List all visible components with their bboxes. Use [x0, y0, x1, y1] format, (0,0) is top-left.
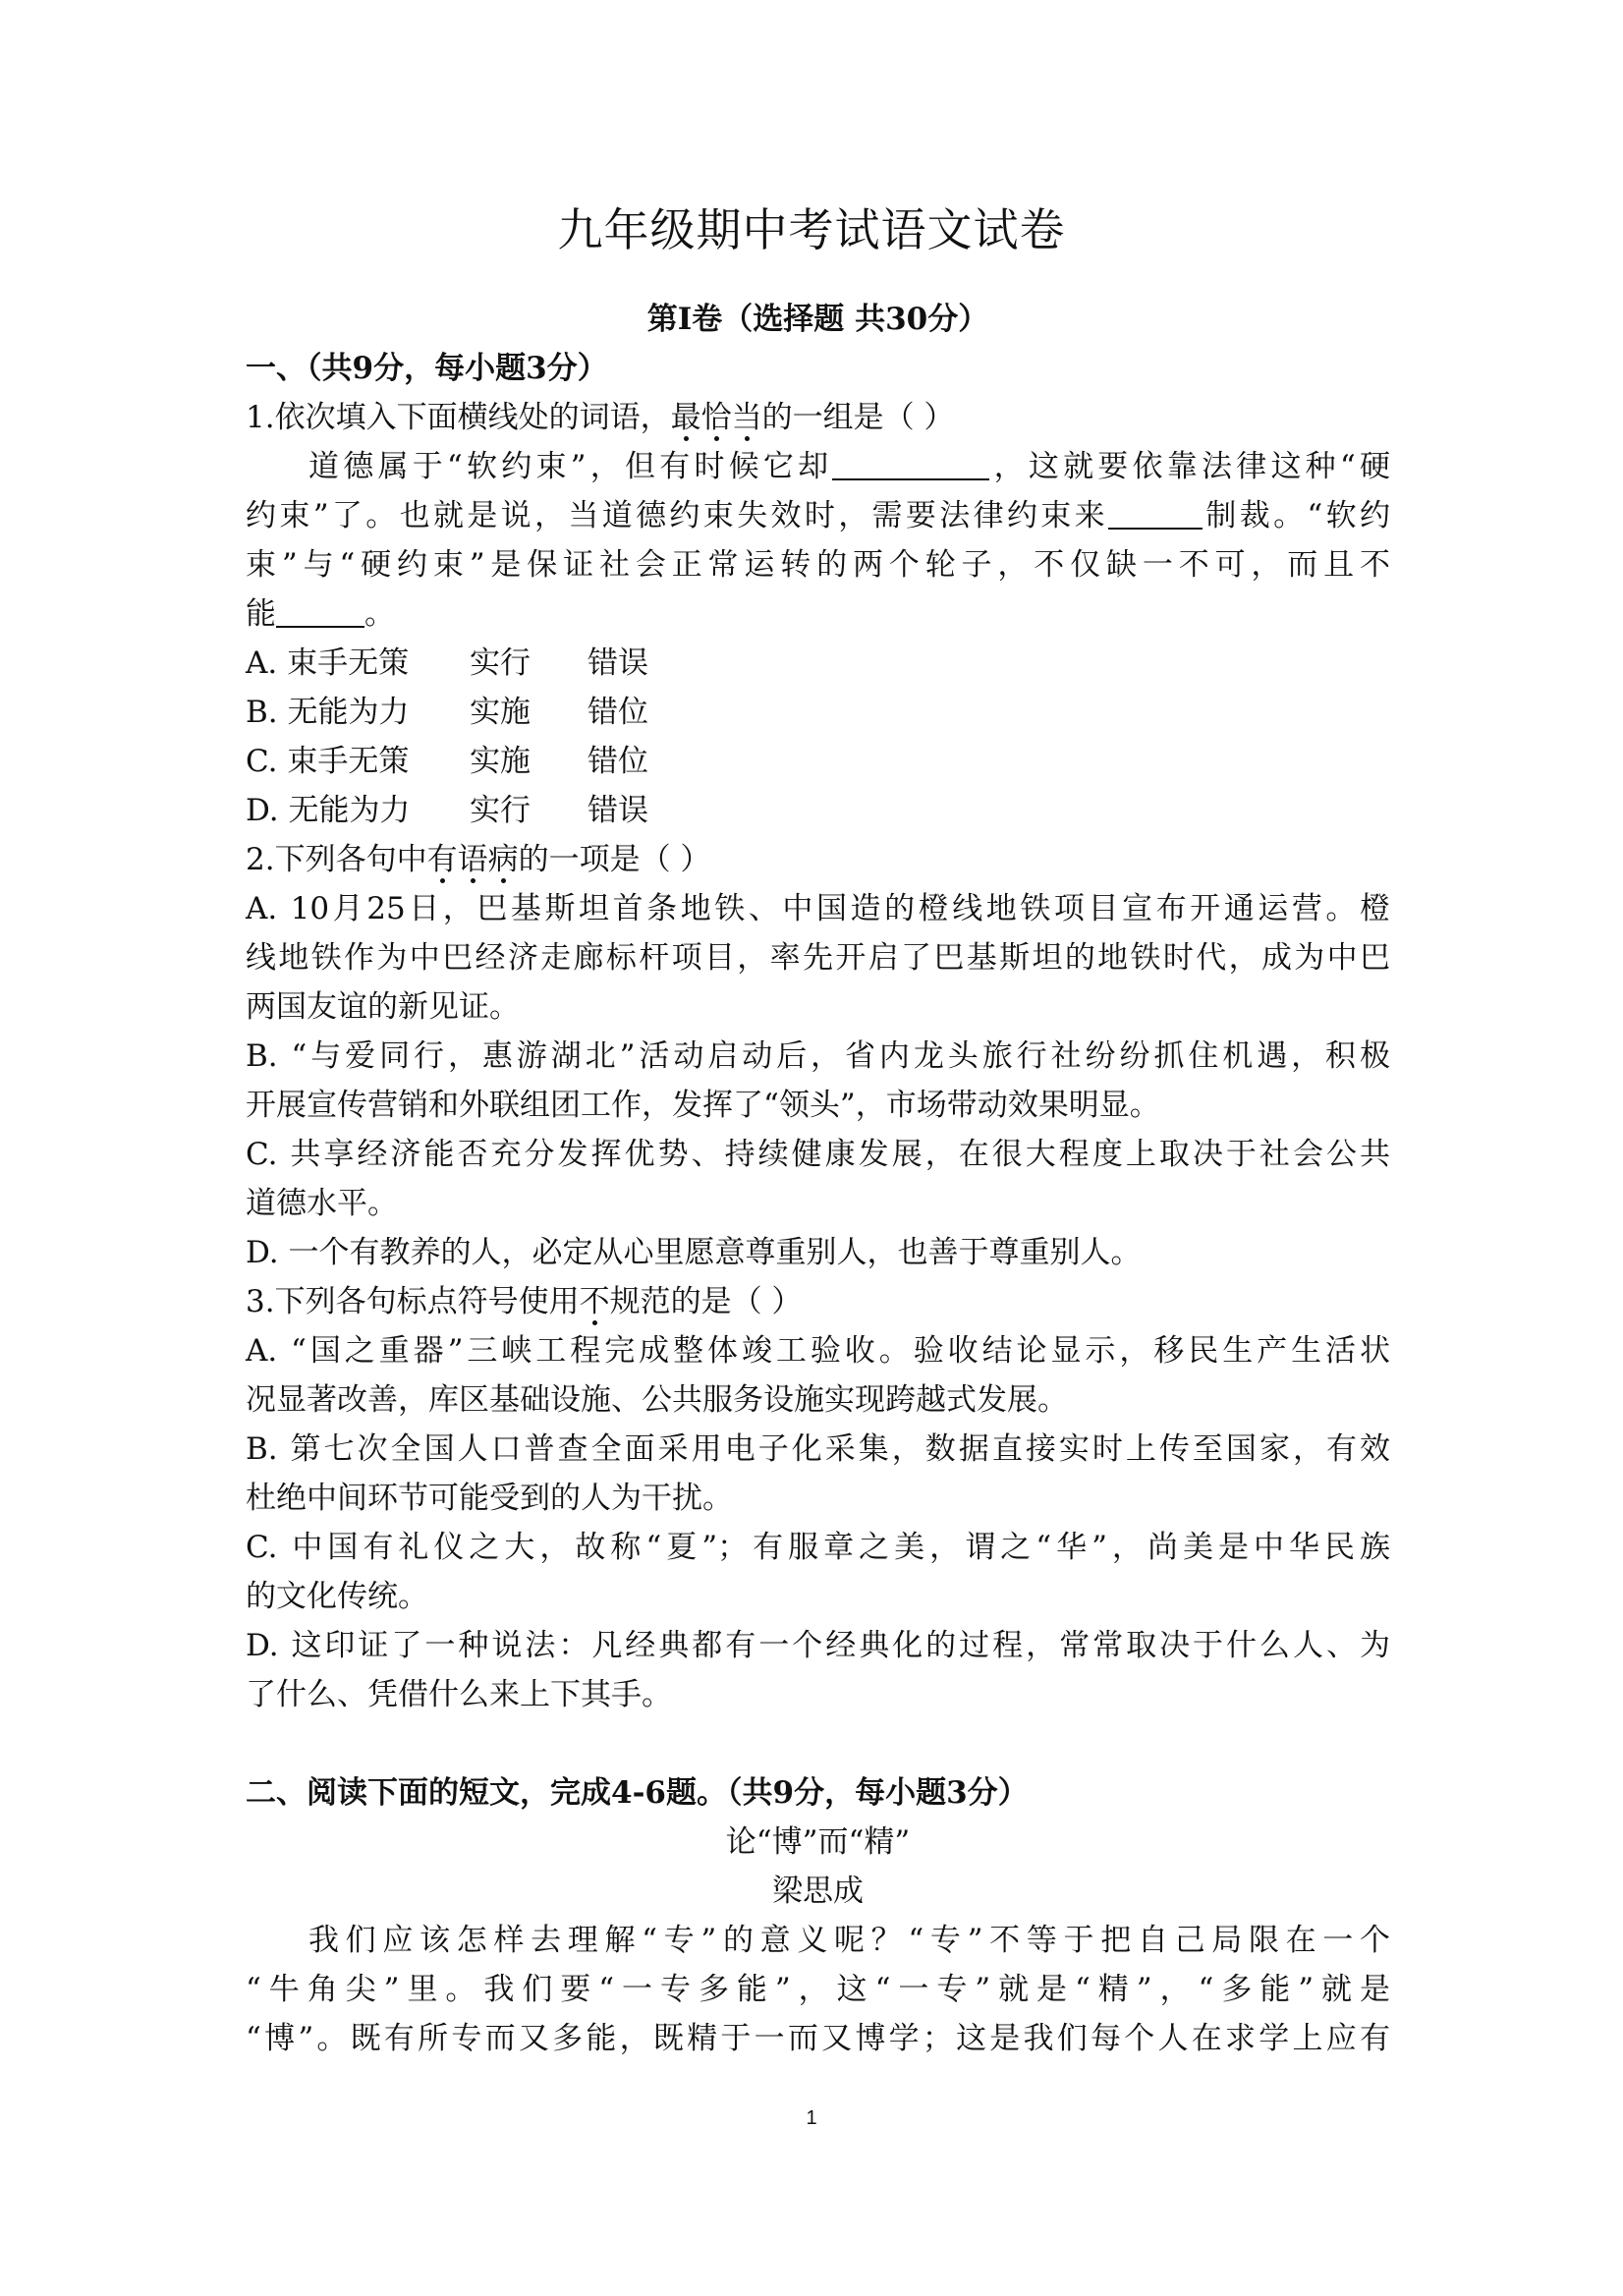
- q2-option-a-line: 线地铁作为中巴经济走廊标杆项目，率先开启了巴基斯坦的地铁时代，成为中巴: [246, 940, 1390, 976]
- section-header: 第Ⅰ卷（选择题 共30分）: [646, 302, 989, 337]
- q1-passage-line: 束”与“硬约束”是保证社会正常运转的两个轮子，不仅缺一不可，而且不: [246, 547, 1390, 583]
- q1-passage-line: 约束”了。也就是说，当道德约束失效时，需要法律约束来 制裁。“软约: [246, 498, 1390, 533]
- article-paragraph-line: 我们应该怎样去理解“专”的意义呢？“专”不等于把自己局限在一个: [308, 1923, 1390, 1958]
- answer-blank: [1108, 498, 1203, 530]
- emphasis-char: 恰: [700, 400, 732, 435]
- q3-option-a-line: 况显著改善，库区基础设施、公共服务设施实现跨越式发展。: [246, 1382, 1068, 1418]
- page-content: [246, 295, 1390, 2063]
- q3-option-b-line: 杜绝中间环节可能受到的人为干扰。: [246, 1481, 733, 1516]
- emphasis-char: 语: [457, 842, 488, 877]
- q2-option-b-line: B. “与爱同行，惠游湖北”活动启动后，省内龙头旅行社纷纷抓住机遇，积极: [246, 1038, 1390, 1074]
- q3-option-c-line: 的文化传统。: [246, 1579, 428, 1614]
- spacer: [246, 1719, 1390, 1768]
- q3-option-a-line: A. “国之重器”三峡工程完成整体竣工验收。验收结论显示，移民生产生活状: [246, 1333, 1390, 1369]
- q1-passage-line: 能 。: [246, 596, 395, 632]
- q3-option-c-line: C. 中国有礼仪之大，故称“夏”；有服章之美，谓之“华”，尚美是中华民族: [246, 1530, 1390, 1565]
- answer-blank: [832, 449, 989, 480]
- article-author: 梁思成: [772, 1874, 864, 1909]
- part2-header: 二、阅读下面的短文，完成4-6题。（共9分，每小题3分）: [246, 1775, 1029, 1811]
- q2-option-c-line: 道德水平。: [246, 1186, 398, 1221]
- emphasis-char: 病: [487, 842, 519, 877]
- q3-option-b-line: B. 第七次全国人口普查全面采用电子化采集，数据直接实时上传至国家，有效: [246, 1431, 1390, 1467]
- q1-option-c: C. 束手无策 实施 错位: [246, 744, 648, 779]
- emphasis-char: 最: [670, 400, 701, 435]
- q2-option-d-line: D. 一个有教养的人，必定从心里愿意尊重别人，也善于尊重别人。: [246, 1235, 1142, 1270]
- q1-option-a: A. 束手无策 实行 错误: [246, 645, 648, 681]
- page-number: 1: [806, 2107, 817, 2129]
- q2-option-a-line: A. 10月25日，巴基斯坦首条地铁、中国造的橙线地铁项目宣布开通运营。橙: [246, 891, 1390, 926]
- q2-option-c-line: C. 共享经济能否充分发挥优势、持续健康发展，在很大程度上取决于社会公共: [246, 1137, 1390, 1172]
- emphasis-char: 当: [731, 400, 762, 435]
- q2-option-a-line: 两国友谊的新见证。: [246, 989, 520, 1025]
- q3-option-d-line: D. 这印证了一种说法：凡经典都有一个经典化的过程，常常取决于什么人、为: [246, 1628, 1390, 1663]
- document-title: 九年级期中考试语文试卷: [557, 203, 1066, 256]
- emphasis-char: 不: [579, 1284, 610, 1319]
- article-title: 论“博”而“精”: [725, 1824, 911, 1860]
- article-paragraph-line: “牛角尖”里。我们要“一专多能”，这“一专”就是“精”，“多能”就是: [246, 1972, 1390, 2007]
- q2-option-b-line: 开展宣传营销和外联组团工作，发挥了“领头”，市场带动效果明显。: [246, 1088, 1160, 1123]
- q1-passage-line: 道德属于“软约束”，但有时候它却 ，这就要依靠法律这种“硬: [308, 449, 1390, 484]
- emphasis-char: 有: [426, 842, 458, 877]
- q3-stem: 3.下列各句标点符号使用不规范的是（ ）: [246, 1284, 803, 1319]
- q2-stem: 2.下列各句中有语病的一项是（ ）: [246, 842, 711, 877]
- q1-option-d: D. 无能为力 实行 错误: [246, 793, 648, 828]
- q1-stem: 1.依次填入下面横线处的词语，最恰当的一组是（ ）: [246, 400, 955, 435]
- q1-option-b: B. 无能为力 实施 错位: [246, 695, 648, 730]
- q3-option-d-line: 了什么、凭借什么来上下其手。: [246, 1677, 672, 1712]
- answer-blank: [276, 596, 364, 628]
- article-paragraph-line: “博”。既有所专而又多能，既精于一而又博学；这是我们每个人在求学上应有: [246, 2021, 1390, 2056]
- part1-header: 一、（共9分，每小题3分）: [246, 351, 608, 386]
